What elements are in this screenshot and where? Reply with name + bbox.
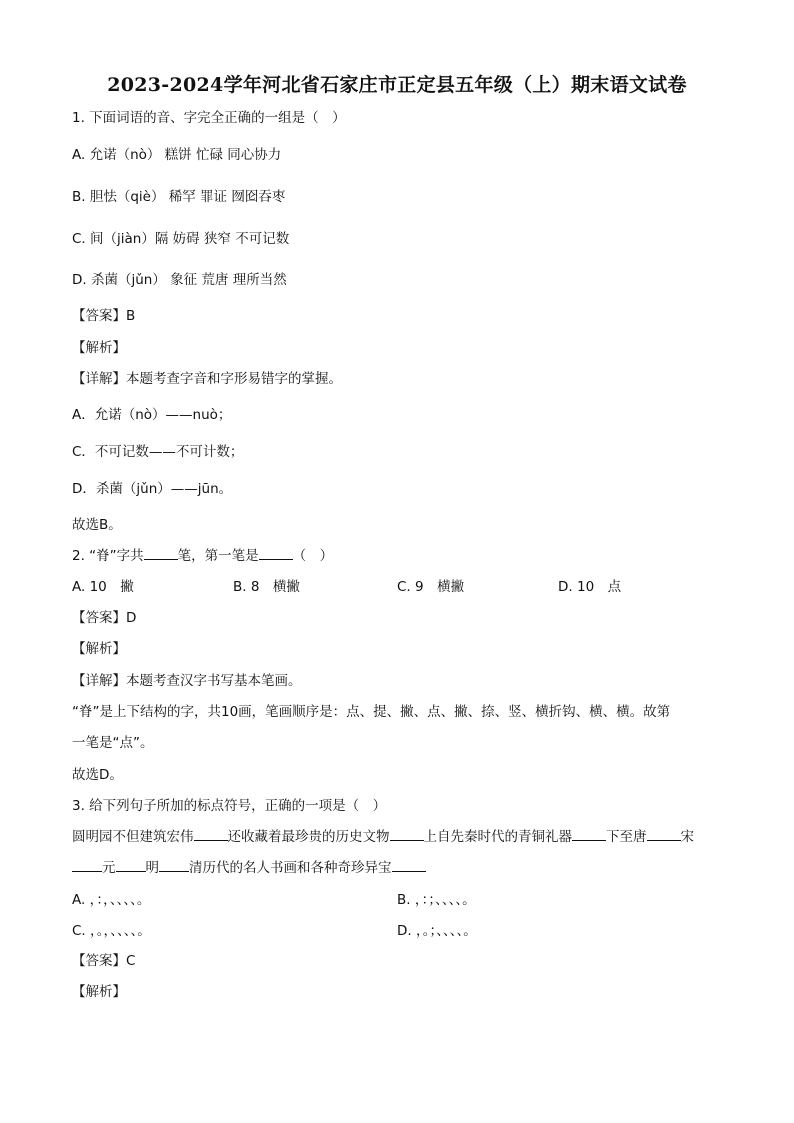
q1-note-c: C．不可记数——不可计数； bbox=[72, 444, 244, 460]
q3-sentence-line1 bbox=[72, 828, 694, 846]
q2-option-a: A. 10 撇 bbox=[72, 579, 134, 595]
q3-seg-3: 上自先秦时代的青铜礼器 bbox=[423, 829, 572, 845]
q3-blank bbox=[159, 859, 189, 872]
q1-detail: 【详解】本题考查字音和字形易错字的掌握。 bbox=[72, 371, 342, 387]
q1-answer: 【答案】B bbox=[72, 308, 136, 324]
q2-stem-part2: 笔，第一笔是 bbox=[177, 548, 259, 564]
q2-explanation-line2: 一笔是“点”。 bbox=[72, 735, 154, 751]
q2-conclusion: 故选D。 bbox=[72, 767, 123, 783]
q3-stem: 3. 给下列句子所加的标点符号，正确的一项是（ ） bbox=[72, 798, 387, 814]
q3-option-d: D. ，。；、、、、。 bbox=[397, 923, 477, 939]
q1-option-c: C. 间（jiàn）隔 妨碍 狭窄 不可记数 bbox=[72, 231, 290, 247]
q3-blank bbox=[647, 828, 681, 841]
q2-stem bbox=[72, 547, 333, 565]
q3-option-a: A. ，：，、、、、。 bbox=[72, 892, 151, 908]
q3-option-c: C. ，。，、、、、。 bbox=[72, 923, 151, 939]
q2-answer: 【答案】D bbox=[72, 610, 137, 626]
q3-seg-5: 宋 bbox=[680, 829, 694, 845]
q2-option-d: D. 10 点 bbox=[558, 579, 622, 595]
q1-analysis: 【解析】 bbox=[72, 340, 126, 356]
q2-stem-part1: 2. “脊”字共 bbox=[72, 548, 144, 564]
q3-analysis: 【解析】 bbox=[72, 984, 126, 1000]
q2-blank-2 bbox=[259, 547, 293, 560]
q3-seg-2: 还收藏着最珍贵的历史文物 bbox=[227, 829, 390, 845]
q1-option-a: A. 允诺（nò） 糕饼 忙碌 同心协力 bbox=[72, 147, 282, 163]
q2-analysis: 【解析】 bbox=[72, 641, 126, 657]
q3-blank bbox=[392, 859, 426, 872]
q1-option-b: B. 胆怯（qiè） 稀罕 罪证 囫囵吞枣 bbox=[72, 189, 286, 205]
q3-blank bbox=[572, 828, 606, 841]
q1-option-d: D. 杀菌（jǔn） 象征 荒唐 理所当然 bbox=[72, 272, 287, 288]
q2-blank-1 bbox=[144, 547, 178, 560]
q2-detail: 【详解】本题考查汉字书写基本笔画。 bbox=[72, 673, 302, 689]
q2-option-b: B. 8 横撇 bbox=[233, 579, 300, 595]
q3-answer: 【答案】C bbox=[72, 953, 136, 969]
q3-blank bbox=[72, 859, 102, 872]
q3-seg-7: 明 bbox=[145, 860, 159, 876]
q2-explanation-line1: “脊”是上下结构的字，共10画，笔画顺序是：点、提、撇、点、撇、捺、竖、横折钩、横、横。故第 bbox=[72, 704, 671, 720]
q3-seg-6: 元 bbox=[102, 860, 116, 876]
page-title: 2023-2024学年河北省石家庄市正定县五年级（上）期末语文试卷 bbox=[107, 74, 687, 96]
q3-seg-8: 清历代的名人书画和各种奇珍异宝 bbox=[189, 860, 392, 876]
q3-blank bbox=[390, 828, 424, 841]
q3-option-b: B. ，：；、、、、。 bbox=[397, 892, 476, 908]
q3-blank bbox=[116, 859, 146, 872]
q1-note-a: A．允诺（nò）——nuò； bbox=[72, 407, 232, 423]
q1-note-d: D．杀菌（jǔn）——jūn。 bbox=[72, 481, 233, 497]
q3-seg-4: 下至唐 bbox=[606, 829, 647, 845]
q3-blank bbox=[194, 828, 228, 841]
q2-option-c: C. 9 横撇 bbox=[397, 579, 465, 595]
q3-sentence-line2 bbox=[72, 859, 426, 877]
q1-conclusion: 故选B。 bbox=[72, 517, 122, 533]
q2-stem-part3: （ ） bbox=[292, 548, 334, 564]
q1-stem: 1. 下面词语的音、字完全正确的一组是（ ） bbox=[72, 110, 346, 126]
q3-seg-1: 圆明园不但建筑宏伟 bbox=[72, 829, 194, 845]
